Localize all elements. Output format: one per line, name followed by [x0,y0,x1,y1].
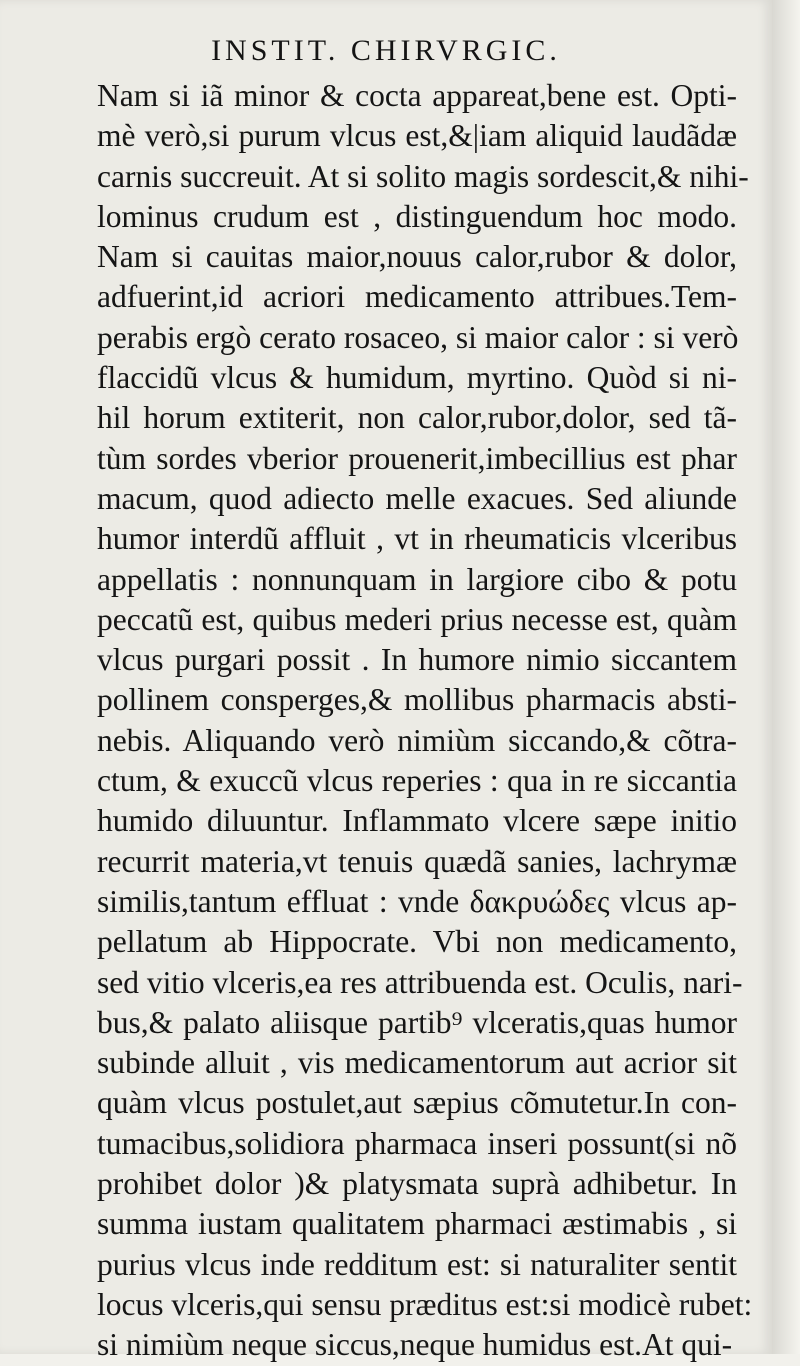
text-line: quàm vlcus postulet,aut sæpius cõmutetur.In con- [97,1085,737,1121]
text-line: purius vlcus inde redditum est: si naturaliter sentit [97,1246,737,1282]
text-line: pellatum ab Hippocrate. Vbi non medicamento, [97,924,737,960]
text-line: Nam si cauitas maior,nouus calor,rubor & dolor, [97,239,737,275]
text-line: pollinem consperges,& mollibus pharmacis absti- [97,682,737,718]
text-line: peccatũ est, quibus mederi prius necesse est, quàm [97,601,737,637]
text-line: flaccidũ vlcus & humidum, myrtino. Quòd si ni- [97,360,737,396]
text-line: adfuerint,id acriori medicamento attribues.Tem- [97,279,737,315]
text-line: subinde alluit , vis medicamentorum aut acrior sit [97,1045,737,1081]
text-line: perabis ergò cerato rosaceo, si maior calor : si verò [97,319,739,355]
text-line: locus vlceris,qui sensu præditus est:si modicè rubet: [97,1286,753,1322]
text-line: si nimiùm neque siccus,neque humidus est.At qui- [97,1327,733,1363]
text-line: sed vitio vlceris,ea res attribuenda est. Oculis, nari- [97,964,743,1000]
running-head: INSTIT. CHIRVRGIC. [211,34,561,67]
text-line: mè verò,si purum vlcus est,&|iam aliquid laudãdæ [97,118,737,154]
text-line: summa iustam qualitatem pharmaci æstimabis , si [97,1206,737,1242]
text-line: macum, quod adiecto melle exacues. Sed aliunde [97,480,737,516]
text-line: Nam si iã minor & cocta appareat,bene est. Opti- [97,78,737,113]
text-line: recurrit materia,vt tenuis quædã sanies, lachrymæ [97,843,737,879]
text-line: vlcus purgari possit . In humore nimio siccantem [97,642,737,678]
text-line: humor interdũ affluit , vt in rheumaticis vlceribus [97,521,737,557]
page-edge [772,0,800,1354]
text-line: similis,tantum effluat : vnde δακρυώδες vlcus ap- [97,883,737,919]
text-line: bus,& palato aliisque partib⁹ vlceratis,quas humor [97,1004,737,1040]
text-line: lominus crudum est , distinguendum hoc modo. [97,198,737,234]
text-line: prohibet dolor )& platysmata suprà adhibetur. In [97,1166,737,1202]
text-line: hil horum extiterit, non calor,rubor,dolor, sed tã- [97,400,737,436]
text-line: appellatis : nonnunquam in largiore cibo & potu [97,561,737,597]
text-line: nebis. Aliquando verò nimiùm siccando,& cõtra- [97,722,737,758]
text-line: ctum, & exuccũ vlcus reperies : qua in re siccantia [97,763,737,799]
text-line: tùm sordes vberior prouenerit,imbecillius est phar [97,440,737,476]
text-line: tumacibus,solidiora pharmaca inseri possunt(si nõ [97,1125,737,1161]
text-line: carnis succreuit. At si solito magis sordescit,& nihi- [97,158,749,194]
text-line: humido diluuntur. Inflammato vlcere sæpe initio [97,803,737,839]
text-block [97,76,753,1366]
